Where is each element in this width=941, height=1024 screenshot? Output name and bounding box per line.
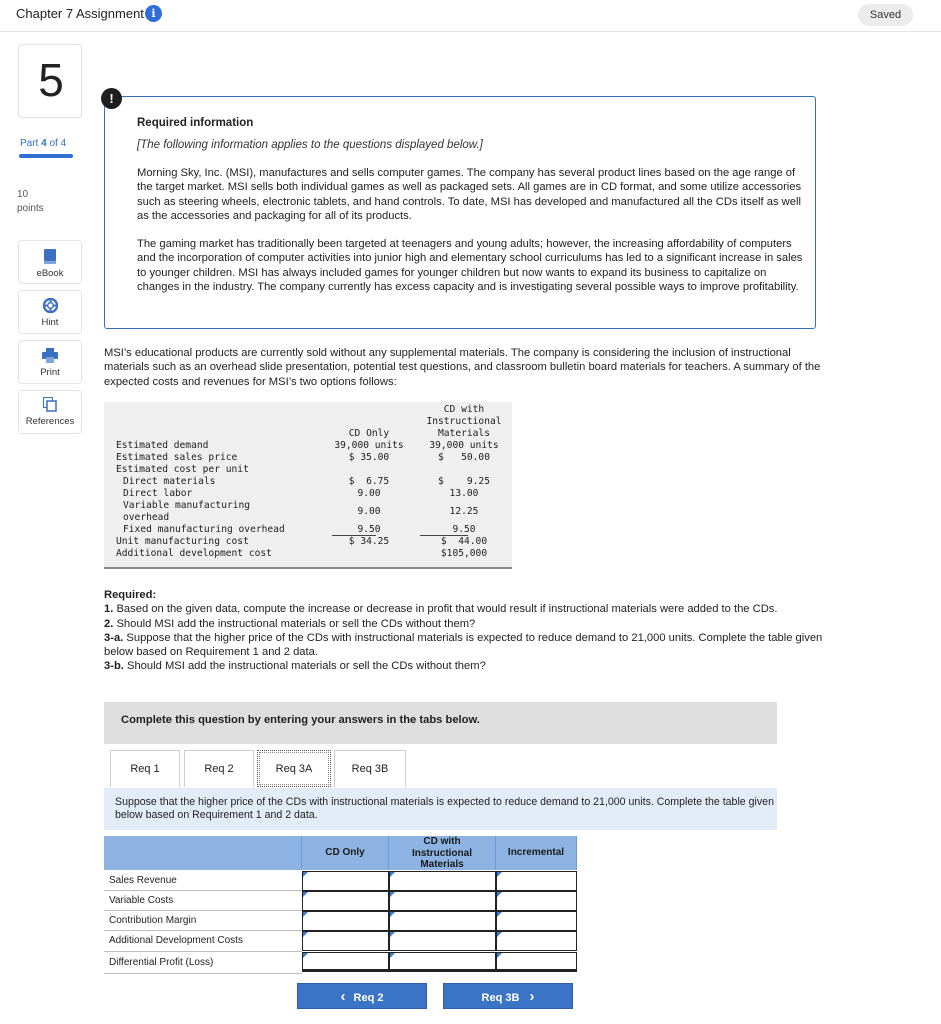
print-tool[interactable]: Print (18, 348, 82, 378)
table-row-label: Estimated cost per unit (116, 464, 249, 475)
header-cd-only: CD Only (302, 836, 389, 870)
table-row-label: Estimated demand (116, 440, 209, 451)
required-section: Required: 1. Based on the given data, compute the increase or decrease in profit that would result if instructional materials were added to the CDs. 2. Should MSI add the instructional materials or sell the CDs without them? 3-a. Suppose that the higher price of the CDs with instructional materials is expected to reduce demand to 21,000 units. Complete the table given below based on Requirement 1 and 2 data. 3-b. Should MSI add the instructional materials or sell the CDs without them? (104, 589, 823, 673)
tab-req-2[interactable]: Req 2 (184, 750, 254, 787)
hint-tool[interactable]: Hint (18, 298, 82, 328)
col1-header: CD Only (348, 428, 390, 439)
col2-header-line2: Instructional (426, 416, 502, 427)
table-cell: 9.50 (452, 524, 476, 535)
input-additional-development-cd-only[interactable] (302, 931, 389, 951)
tab-req-3b[interactable]: Req 3B (334, 750, 406, 787)
input-additional-development-incremental[interactable] (496, 931, 577, 951)
table-cell: $ 6.75 (348, 476, 390, 487)
table-cell: 9.50 (357, 524, 381, 535)
table-row-label: Variable manufacturing overhead (123, 500, 251, 523)
row-label-contribution-margin: Contribution Margin (109, 915, 197, 926)
input-contribution-margin-incremental[interactable] (496, 911, 577, 931)
input-additional-development-cd-with[interactable] (389, 931, 496, 951)
question-number: 5 (38, 54, 64, 106)
input-sales-revenue-cd-with[interactable] (389, 871, 496, 891)
table-row-label: Estimated sales price (116, 452, 238, 463)
input-contribution-margin-cd-only[interactable] (302, 911, 389, 931)
table-cell: 9.00 (357, 506, 381, 517)
part-indicator: Part 4 of 4 (20, 138, 67, 149)
info-paragraph-1: Morning Sky, Inc. (MSI), manufactures and sells computer games. The company has several product lines based on the age range of the target market. MSI sells both individual games as well as packaged sets. All games are in CD format, and some utilize accessories such as steering wheels, electronic tablets, and hand controls. To date, MSI has developed and manufactured all the CDs itself as well as the accessories and packaging for all of its products. (137, 167, 802, 222)
header-incremental: Incremental (496, 836, 577, 870)
points-value: 10 points (17, 189, 44, 214)
table-cell: $ 44.00 (440, 536, 488, 547)
col2-header-line3: Materials (438, 428, 490, 439)
table-cell: $ 34.25 (348, 536, 390, 547)
printer-icon (42, 348, 58, 363)
row-label-additional-development-costs: Additional Development Costs (109, 935, 243, 946)
input-contribution-margin-cd-with[interactable] (389, 911, 496, 931)
table-cell: 39,000 units (334, 440, 404, 451)
required-info-subtitle: [The following information applies to the questions displayed below.] (137, 139, 483, 151)
table-cell: 12.25 (449, 506, 479, 517)
complete-question-banner: Complete this question by entering your answers in the tabs below. (104, 702, 777, 744)
saved-badge: Saved (858, 4, 913, 26)
table-row-label: Fixed manufacturing overhead (123, 524, 285, 535)
input-variable-costs-incremental[interactable] (496, 891, 577, 911)
tab-req-3a[interactable]: Req 3A (257, 750, 331, 787)
prev-req-2-button[interactable]: ‹ Req 2 (297, 983, 427, 1009)
table-cell: $ 50.00 (438, 452, 490, 463)
copy-icon (43, 397, 57, 412)
row-label-differential-profit: Differential Profit (Loss) (109, 957, 214, 968)
row-label-variable-costs: Variable Costs (109, 895, 174, 906)
input-differential-profit-incremental[interactable] (496, 952, 577, 972)
table-row-label: Direct materials (123, 476, 216, 487)
header-cd-with-materials: CD with Instructional Materials (389, 836, 496, 870)
info-paragraph-2: The gaming market has traditionally been targeted at teenagers and young adults; however, the increasing affordability of computers and the incorporation of computer activities into junior high and elementary school curriculums has led to a significant increase in sales to younger children. MSI has always included games for younger children but now wants to expand its business to capitalize on changes in the industry. The company currently has excess capacity and is investigating several possible ways to improve profitability. (137, 238, 803, 293)
table-cell: $105,000 (440, 548, 488, 559)
table-cell: 9.00 (357, 488, 381, 499)
input-differential-profit-cd-with[interactable] (389, 952, 496, 972)
intro-paragraph: MSI’s educational products are currently sold without any supplemental materials. The company is considering the inclusion of instructional materials such as an overhead slide presentation, potential test questions, and classroom bulletin board materials for teachers. A summary of the expected costs and revenues for MSI’s two options follows: (104, 347, 821, 388)
top-bar (0, 0, 941, 32)
table-cell: $ 9.25 (438, 476, 490, 487)
ebook-tool[interactable]: eBook (18, 249, 82, 279)
info-icon[interactable]: i (145, 5, 162, 22)
table-row-label: Unit manufacturing cost (116, 536, 249, 547)
input-variable-costs-cd-with[interactable] (389, 891, 496, 911)
row-label-sales-revenue: Sales Revenue (109, 875, 177, 886)
required-info-title: Required information (137, 117, 254, 129)
table-cell: 13.00 (449, 488, 479, 499)
instruction-banner: Suppose that the higher price of the CDs with instructional materials is expected to reduce demand to 21,000 units. Complete the table given below based on Requirement 1 and 2 data. (104, 788, 777, 830)
table-cell: 39,000 units (429, 440, 499, 451)
references-tool[interactable]: References (18, 397, 82, 427)
tab-req-1[interactable]: Req 1 (110, 750, 180, 787)
chevron-left-icon: ‹ (340, 988, 346, 1005)
alert-icon: ! (101, 88, 122, 109)
question-number-box (18, 44, 82, 118)
input-sales-revenue-cd-only[interactable] (302, 871, 389, 891)
next-req-3b-button[interactable]: Req 3B › (443, 983, 573, 1009)
input-differential-profit-cd-only[interactable] (302, 952, 389, 972)
col2-header-line1: CD with (443, 404, 485, 415)
part-progress-bar (19, 154, 73, 158)
table-row-label: Additional development cost (116, 548, 272, 559)
book-icon (42, 249, 58, 264)
chevron-right-icon: › (529, 988, 535, 1005)
input-variable-costs-cd-only[interactable] (302, 891, 389, 911)
table-cell: $ 35.00 (348, 452, 390, 463)
lifebuoy-icon (43, 298, 58, 313)
input-sales-revenue-incremental[interactable] (496, 871, 577, 891)
assignment-title: Chapter 7 Assignment (16, 6, 144, 21)
table-row-label: Direct labor (123, 488, 193, 499)
answer-table-header-blank (104, 836, 302, 870)
